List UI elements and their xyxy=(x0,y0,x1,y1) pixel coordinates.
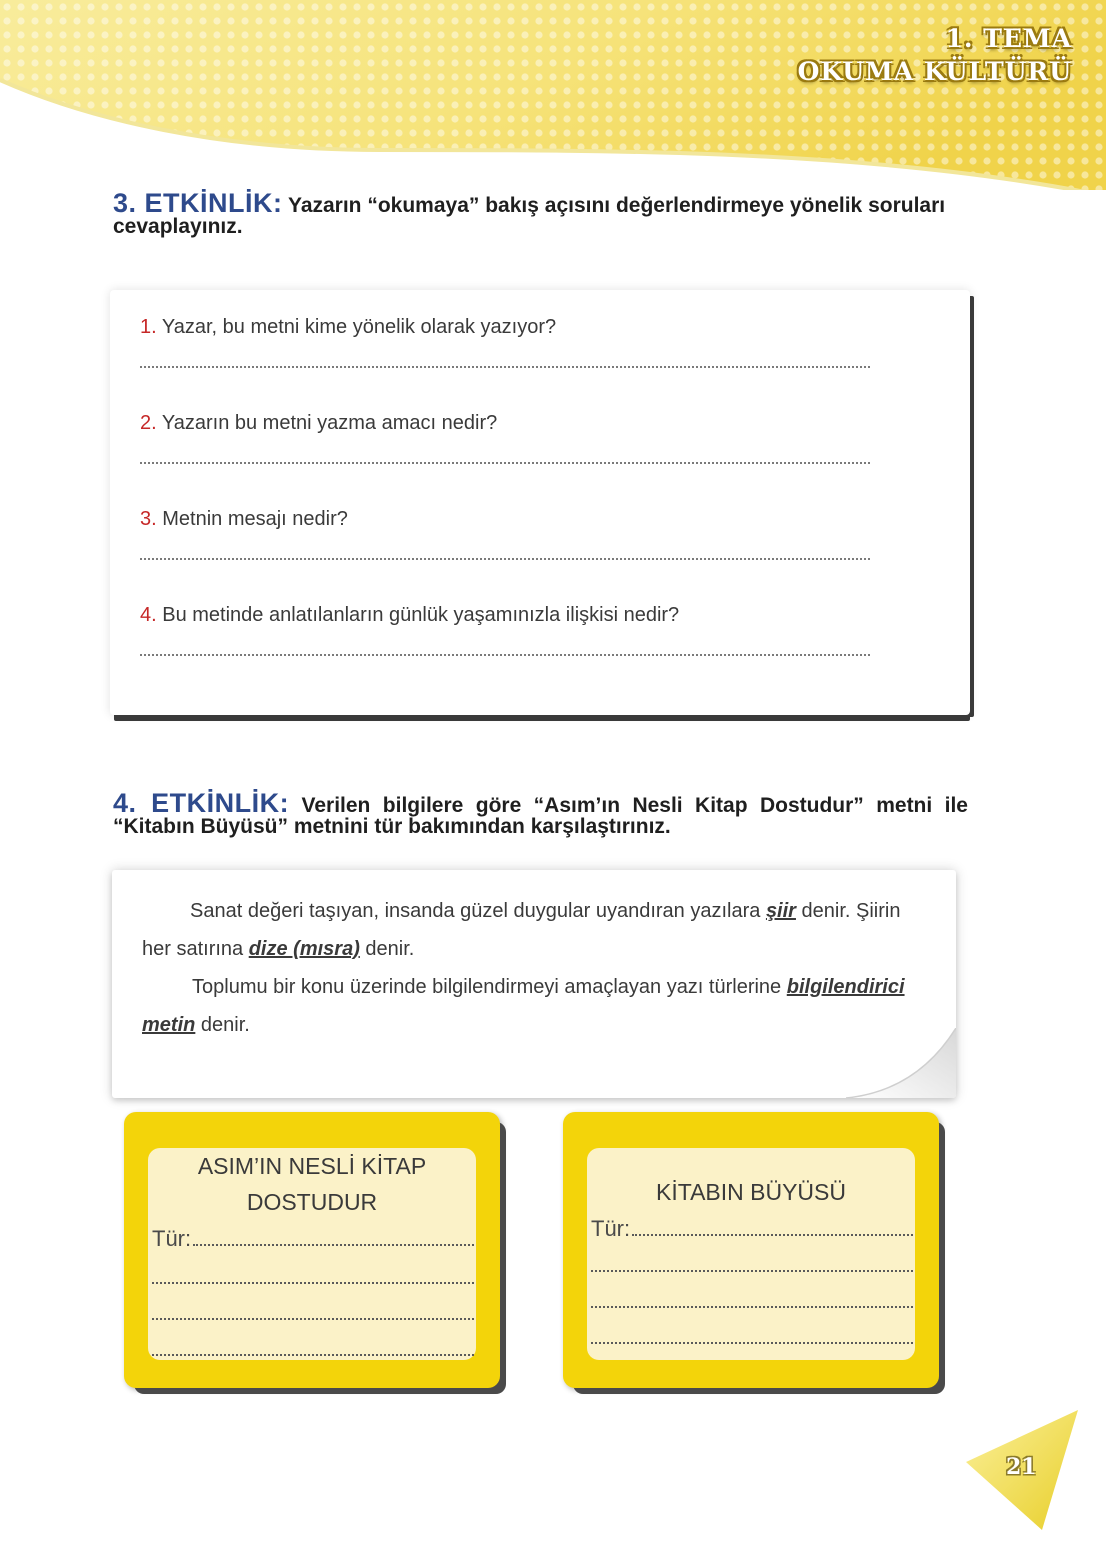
answer-line[interactable] xyxy=(140,654,870,656)
activity-3-label: 3. ETKİNLİK: xyxy=(113,188,283,218)
answer-line[interactable] xyxy=(591,1306,913,1308)
term-bilgilendirici-metin: bilgilendirici metin xyxy=(142,976,905,1036)
question-1 xyxy=(140,314,870,368)
answer-line[interactable] xyxy=(591,1342,913,1344)
header-banner xyxy=(0,0,1106,190)
page-number: 21 xyxy=(1006,1454,1037,1480)
answer-line[interactable] xyxy=(140,558,870,560)
genre-box-asim xyxy=(124,1112,500,1388)
page-curl-icon xyxy=(846,1028,956,1098)
answer-line[interactable] xyxy=(140,462,870,464)
genre-field[interactable] xyxy=(152,1222,474,1252)
question-text: Yazarın bu metni yazma amacı nedir? xyxy=(156,412,498,434)
info-paragraph-2 xyxy=(142,968,932,1044)
answer-line[interactable] xyxy=(152,1354,474,1356)
question-text: Metnin mesajı nedir? xyxy=(156,508,348,530)
theme-name: OKUMA KÜLTÜRÜ xyxy=(797,57,1072,86)
theme-number: 1. TEMA xyxy=(945,24,1072,53)
genre-box-title: KİTABIN BÜYÜSÜ xyxy=(656,1179,846,1205)
activity-4-heading xyxy=(113,788,968,838)
info-text: denir. Şiirin her satırına xyxy=(142,900,901,960)
answer-line[interactable] xyxy=(591,1270,913,1272)
question-3 xyxy=(140,506,870,560)
genre-box-title xyxy=(148,1148,476,1220)
activity-3-instruction: Yazarın “okumaya” bakış açısını değerlendirmeye yönelik soruları cevaplayınız. xyxy=(113,194,946,238)
answer-line[interactable] xyxy=(152,1318,474,1320)
info-text: denir. xyxy=(359,938,415,960)
question-text: Yazar, bu metni kime yönelik olarak yazıyor? xyxy=(156,316,557,338)
question-text: Bu metinde anlatılanların günlük yaşamınızla ilişkisi nedir? xyxy=(156,604,680,626)
info-text: Sanat değeri taşıyan, insanda güzel duygular uyandıran yazılara xyxy=(190,900,766,922)
theme-title xyxy=(798,22,1072,88)
question-number: 2. xyxy=(140,412,157,434)
answer-line[interactable] xyxy=(140,366,870,368)
title-line: DOSTUDUR xyxy=(246,1189,378,1215)
genre-box-inner xyxy=(148,1148,476,1360)
question-2 xyxy=(140,410,870,464)
question-number: 4. xyxy=(140,604,157,626)
genre-box-inner xyxy=(587,1148,915,1360)
info-paragraph-1 xyxy=(142,892,932,968)
page-number-badge xyxy=(962,1404,1082,1534)
genre-label: Tür: xyxy=(591,1216,631,1241)
info-card xyxy=(112,870,956,1098)
answer-line[interactable] xyxy=(152,1282,474,1284)
info-text: Toplumu bir konu üzerinde bilgilendirmeyi amaçlayan yazı türlerine xyxy=(192,976,787,998)
question-number: 3. xyxy=(140,508,157,530)
title-line: ASIM’IN NESLİ KİTAP xyxy=(197,1153,427,1179)
term-siir: şiir xyxy=(765,900,796,922)
genre-field[interactable] xyxy=(591,1212,913,1242)
genre-label: Tür: xyxy=(152,1226,192,1251)
info-text: denir. xyxy=(195,1014,250,1036)
question-card xyxy=(110,290,970,715)
activity-4-instruction: Verilen bilgilere göre “Asım’ın Nesli Kitap Dostudur” metni ile “Kitabın Büyüsü” metnini tür bakımından karşılaştırınız. xyxy=(113,794,968,838)
term-dize: dize (mısra) xyxy=(248,938,360,960)
activity-4-label: 4. ETKİNLİK: xyxy=(113,788,290,818)
question-4 xyxy=(140,602,870,656)
activity-3-heading xyxy=(113,188,968,238)
question-number: 1. xyxy=(140,316,157,338)
genre-box-kitabin-buyusu xyxy=(563,1112,939,1388)
